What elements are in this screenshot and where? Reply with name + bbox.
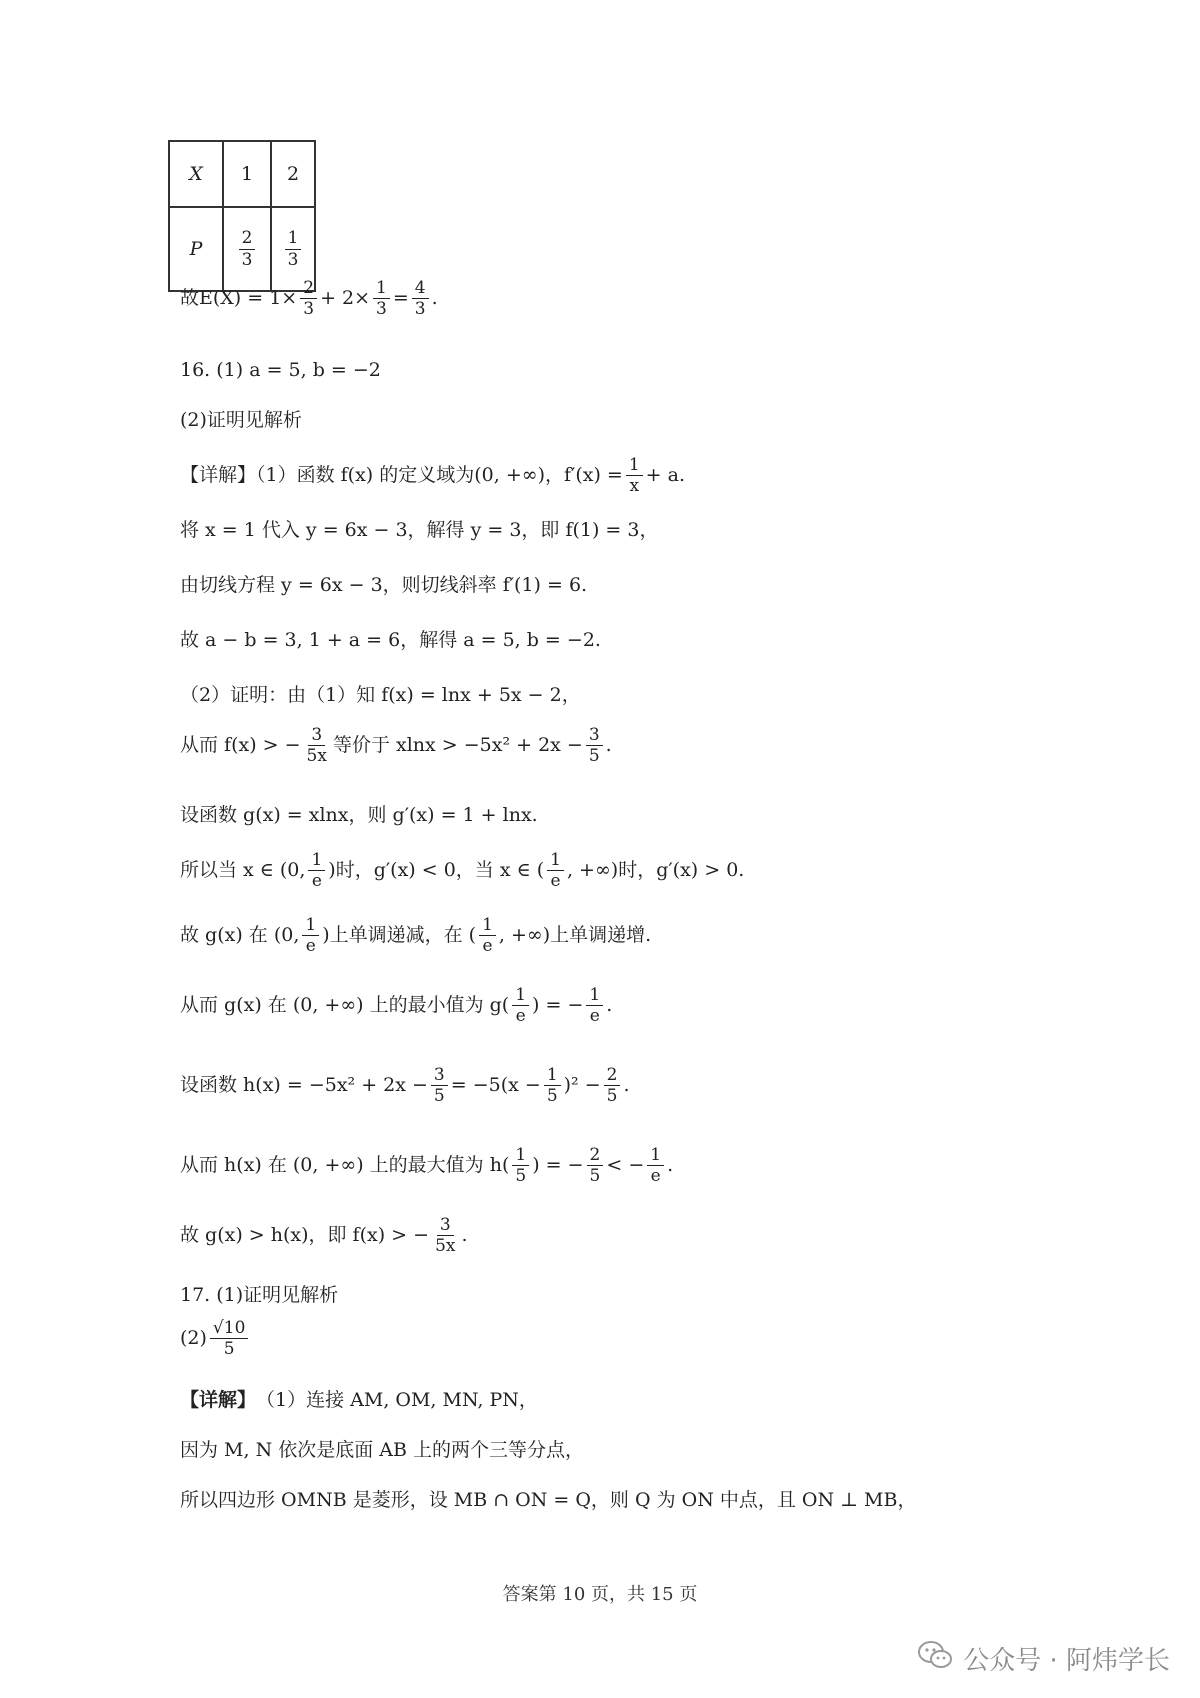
fraction: $\frac{1}{e}$ [512,985,529,1027]
fraction: $\frac{3}{5}$ [586,725,603,767]
fraction: $\frac{2}{3}$ [239,228,256,270]
detail-line-5: （2）证明：由（1）知 f(x) = lnx + 5x − 2， [180,684,581,706]
fraction: $\frac{1}{5}$ [544,1065,561,1107]
detail-line-4: 故 a − b = 3, 1 + a = 6，解得 a = 5, b = −2. [180,629,601,651]
fraction: $\frac{2}{5}$ [587,1145,604,1187]
detail-line-6: 从而 f(x) > − $\frac{3}{5x}$ 等价于 xlnx > −5x² + 2x − $\frac{3}{5}$ . [180,725,612,767]
detail-line-1: 【详解】（1）函数 f(x) 的定义域为(0, +∞)，f′(x) = $\frac{1}{x}$ + a. [180,455,685,497]
detail-line-9: 故 g(x) 在 (0, $\frac{1}{e}$ )上单调递减，在 ( $\frac{1}{e}$ , +∞)上单调递增. [180,915,652,957]
wechat-icon [917,1640,953,1677]
fraction: $\frac{1}{x}$ [626,455,643,497]
detail-line-11: 设函数 h(x) = −5x² + 2x − $\frac{3}{5}$ = −5(x − $\frac{1}{5}$ )² − $\frac{2}{5}$ . [180,1065,630,1107]
detail-17-line-1: 【详解】 （1）连接 AM, OM, MN, PN， [180,1389,538,1411]
table-cell: 2 [271,141,315,207]
detail-line-8: 所以当 x ∈ (0, $\frac{1}{e}$ )时，g′(x) < 0，当 x ∈ ( $\frac{1}{e}$ , +∞)时，g′(x) > 0. [180,850,745,892]
detail-17-line-3: 所以四边形 OMNB 是菱形，设 MB ∩ ON = Q，则 Q 为 ON 中点，且 ON ⊥ MB， [180,1489,917,1511]
fraction: $\frac{√10}{5}$ [210,1318,248,1360]
watermark [917,1640,1170,1677]
question-17-answer: 17. (1)证明见解析 [180,1284,339,1306]
fraction: $\frac{1}{e}$ [547,850,564,892]
fraction: $\frac{3}{5x}$ [435,1215,456,1257]
table-cell: X [169,141,223,207]
table-row [169,141,315,207]
fraction: $\frac{1}{5}$ [512,1145,529,1187]
watermark-text: 公众号 · 阿炜学长 [963,1646,1170,1676]
detail-line-2: 将 x = 1 代入 y = 6x − 3，解得 y = 3，即 f(1) = 3， [180,519,659,541]
fraction: $\frac{4}{3}$ [412,278,429,320]
fraction: $\frac{1}{e}$ [479,915,496,957]
question-17-part2: (2) $\frac{√10}{5}$ [180,1318,251,1360]
detail-line-7: 设函数 g(x) = xlnx，则 g′(x) = 1 + lnx. [180,804,538,826]
fraction: $\frac{3}{5}$ [431,1065,448,1107]
detail-17-line-2: 因为 M, N 依次是底面 AB 上的两个三等分点， [180,1439,585,1461]
detail-line-3: 由切线方程 y = 6x − 3，则切线斜率 f′(1) = 6. [180,574,588,596]
distribution-table [168,140,316,292]
page-footer: 答案第 10 页，共 15 页 [502,1584,698,1605]
fraction: $\frac{2}{5}$ [604,1065,621,1107]
fraction: $\frac{3}{5x}$ [306,725,327,767]
table-cell: 1 [223,141,271,207]
fraction: $\frac{1}{e}$ [647,1145,664,1187]
fraction: $\frac{1}{e}$ [308,850,325,892]
fraction: $\frac{2}{3}$ [300,278,317,320]
fraction: $\frac{1}{3}$ [373,278,390,320]
table-cell: P [169,207,223,291]
question-16-part2: (2)证明见解析 [180,409,302,431]
fraction: $\frac{1}{3}$ [285,228,302,270]
detail-line-12: 从而 h(x) 在 (0, +∞) 上的最大值为 h( $\frac{1}{5}$ ) = − $\frac{2}{5}$ < − $\frac{1}{e}$ . [180,1145,674,1187]
expectation-line: 故E(X) = 1× $\frac{2}{3}$ + 2× $\frac{1}{3}$ = $\frac{4}{3}$ . [180,278,438,320]
detail-line-10: 从而 g(x) 在 (0, +∞) 上的最小值为 g( $\frac{1}{e}$ ) = − $\frac{1}{e}$ . [180,985,613,1027]
fraction: $\frac{1}{e}$ [586,985,603,1027]
detail-line-13: 故 g(x) > h(x)，即 f(x) > − $\frac{3}{5x}$ . [180,1215,468,1257]
question-16-answer: 16. (1) a = 5, b = −2 [180,359,381,381]
fraction: $\frac{1}{e}$ [302,915,319,957]
